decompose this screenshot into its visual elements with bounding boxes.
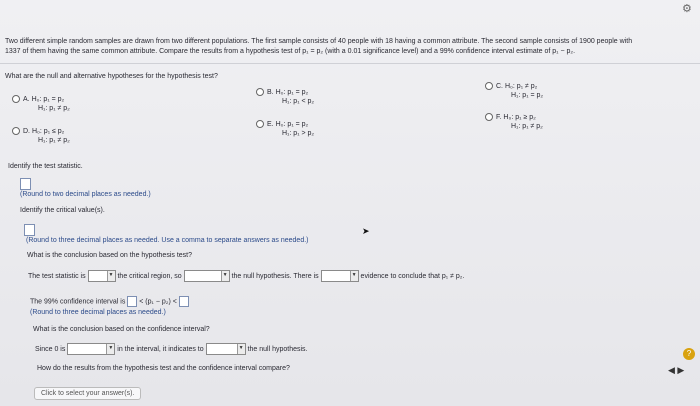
gear-icon[interactable]: ⚙ bbox=[682, 3, 692, 15]
ci-middle: < (p₁ − p₂) < bbox=[139, 298, 177, 306]
question-hypotheses: What are the null and alternative hypotheses for the hypothesis test? bbox=[5, 73, 218, 80]
ci-sentence bbox=[30, 296, 189, 307]
conclusion-test-sentence bbox=[28, 270, 464, 282]
option-d[interactable] bbox=[12, 127, 70, 145]
option-letter: D. bbox=[23, 128, 30, 135]
critical-value-note: (Round to three decimal places as needed. Use a comma to separate answers as needed.) bbox=[26, 237, 309, 244]
ci-prefix: The 99% confidence interval is bbox=[30, 298, 126, 306]
problem-line-2: 1337 of them having the same common attribute. Compare the results from a hypothesis test of p₁ = p₂ (with a 0.01 significance level) and a 99% confidence interval estimate of p₁ − p₂. bbox=[5, 48, 576, 55]
radio-icon[interactable] bbox=[12, 95, 20, 103]
option-h1: H₁: p₁ ≠ p₂ bbox=[38, 105, 70, 112]
test-statistic-note: (Round to two decimal places as needed.) bbox=[20, 191, 151, 198]
problem-line-1: Two different simple random samples are drawn from two different populations. The first sample consists of 40 people with 18 having a common attribute. The second sample consists of 1900 people with bbox=[5, 38, 633, 45]
ci-lower-input[interactable] bbox=[127, 296, 137, 307]
option-letter: A. bbox=[23, 96, 30, 103]
chevron-down-icon: ▼ bbox=[221, 271, 229, 281]
zero-location-select[interactable] bbox=[67, 343, 115, 355]
divider bbox=[0, 63, 700, 64]
chevron-down-icon: ▼ bbox=[107, 271, 115, 281]
option-h0: H₀: p₁ = p₂ bbox=[275, 121, 309, 128]
radio-icon[interactable] bbox=[12, 127, 20, 135]
option-b[interactable] bbox=[256, 88, 314, 106]
option-e[interactable] bbox=[256, 120, 314, 138]
select-answer-button[interactable]: Click to select your answer(s). bbox=[34, 387, 141, 400]
option-h1: H₁: p₁ > p₂ bbox=[282, 130, 315, 137]
reject-decision-select[interactable] bbox=[184, 270, 230, 282]
option-h1: H₁: p₁ ≠ p₂ bbox=[511, 123, 543, 130]
option-letter: B. bbox=[267, 89, 274, 96]
test-statistic-input[interactable] bbox=[20, 178, 31, 190]
option-h0: H₀: p₁ ≤ p₂ bbox=[31, 128, 65, 135]
option-h0: H₀: p₁ = p₂ bbox=[275, 89, 309, 96]
option-letter: F. bbox=[496, 114, 502, 121]
conclusion-ci-sentence bbox=[35, 343, 308, 355]
help-icon[interactable]: ? bbox=[683, 348, 695, 360]
option-letter: E. bbox=[267, 121, 274, 128]
option-c[interactable] bbox=[485, 82, 543, 100]
conclusion-ci-question: What is the conclusion based on the confidence interval? bbox=[33, 326, 210, 333]
evidence-select[interactable] bbox=[321, 270, 359, 282]
ci-upper-input[interactable] bbox=[179, 296, 189, 307]
conclusion-test-question: What is the conclusion based on the hypothesis test? bbox=[27, 252, 192, 259]
chevron-down-icon: ▼ bbox=[350, 271, 358, 281]
critical-value-input[interactable] bbox=[24, 224, 35, 236]
test-statistic-location-select[interactable] bbox=[88, 270, 116, 282]
chevron-down-icon: ▼ bbox=[106, 344, 114, 354]
conclusion-part-1: The test statistic is bbox=[28, 272, 86, 280]
radio-icon[interactable] bbox=[256, 120, 264, 128]
option-a[interactable] bbox=[12, 95, 70, 113]
ci-note: (Round to three decimal places as needed.) bbox=[30, 309, 166, 316]
radio-icon[interactable] bbox=[256, 88, 264, 96]
chevron-down-icon: ▼ bbox=[237, 344, 245, 354]
conclusion-part-2: the critical region, so bbox=[117, 272, 182, 280]
ci-decision-select[interactable] bbox=[206, 343, 246, 355]
option-h0: H₀: p₁ ≥ p₂ bbox=[503, 114, 536, 121]
ci-conclusion-part-3: the null hypothesis. bbox=[247, 345, 308, 353]
option-h1: H₁: p₁ ≠ p₂ bbox=[38, 137, 70, 144]
arrows-icon[interactable]: ◀ ▶ bbox=[668, 365, 685, 375]
option-letter: C. bbox=[496, 83, 503, 90]
option-h1: H₁: p₁ < p₂ bbox=[282, 98, 315, 105]
test-statistic-label: Identify the test statistic. bbox=[8, 163, 83, 170]
option-f[interactable] bbox=[485, 113, 543, 131]
option-h0: H₀: p₁ = p₂ bbox=[31, 96, 65, 103]
conclusion-part-3: the null hypothesis. There is bbox=[231, 272, 319, 280]
critical-value-label: Identify the critical value(s). bbox=[20, 207, 105, 214]
ci-conclusion-part-1: Since 0 is bbox=[35, 345, 66, 353]
mouse-pointer-icon: ➤ bbox=[362, 226, 370, 236]
radio-icon[interactable] bbox=[485, 82, 493, 90]
compare-question: How do the results from the hypothesis test and the confidence interval compare? bbox=[37, 365, 290, 372]
radio-icon[interactable] bbox=[485, 113, 493, 121]
option-h1: H₁: p₁ = p₂ bbox=[511, 92, 544, 99]
conclusion-part-4: evidence to conclude that p₁ ≠ p₂. bbox=[360, 272, 465, 280]
option-h0: H₀: p₁ ≠ p₂ bbox=[504, 83, 538, 90]
ci-conclusion-part-2: in the interval, it indicates to bbox=[117, 345, 204, 353]
